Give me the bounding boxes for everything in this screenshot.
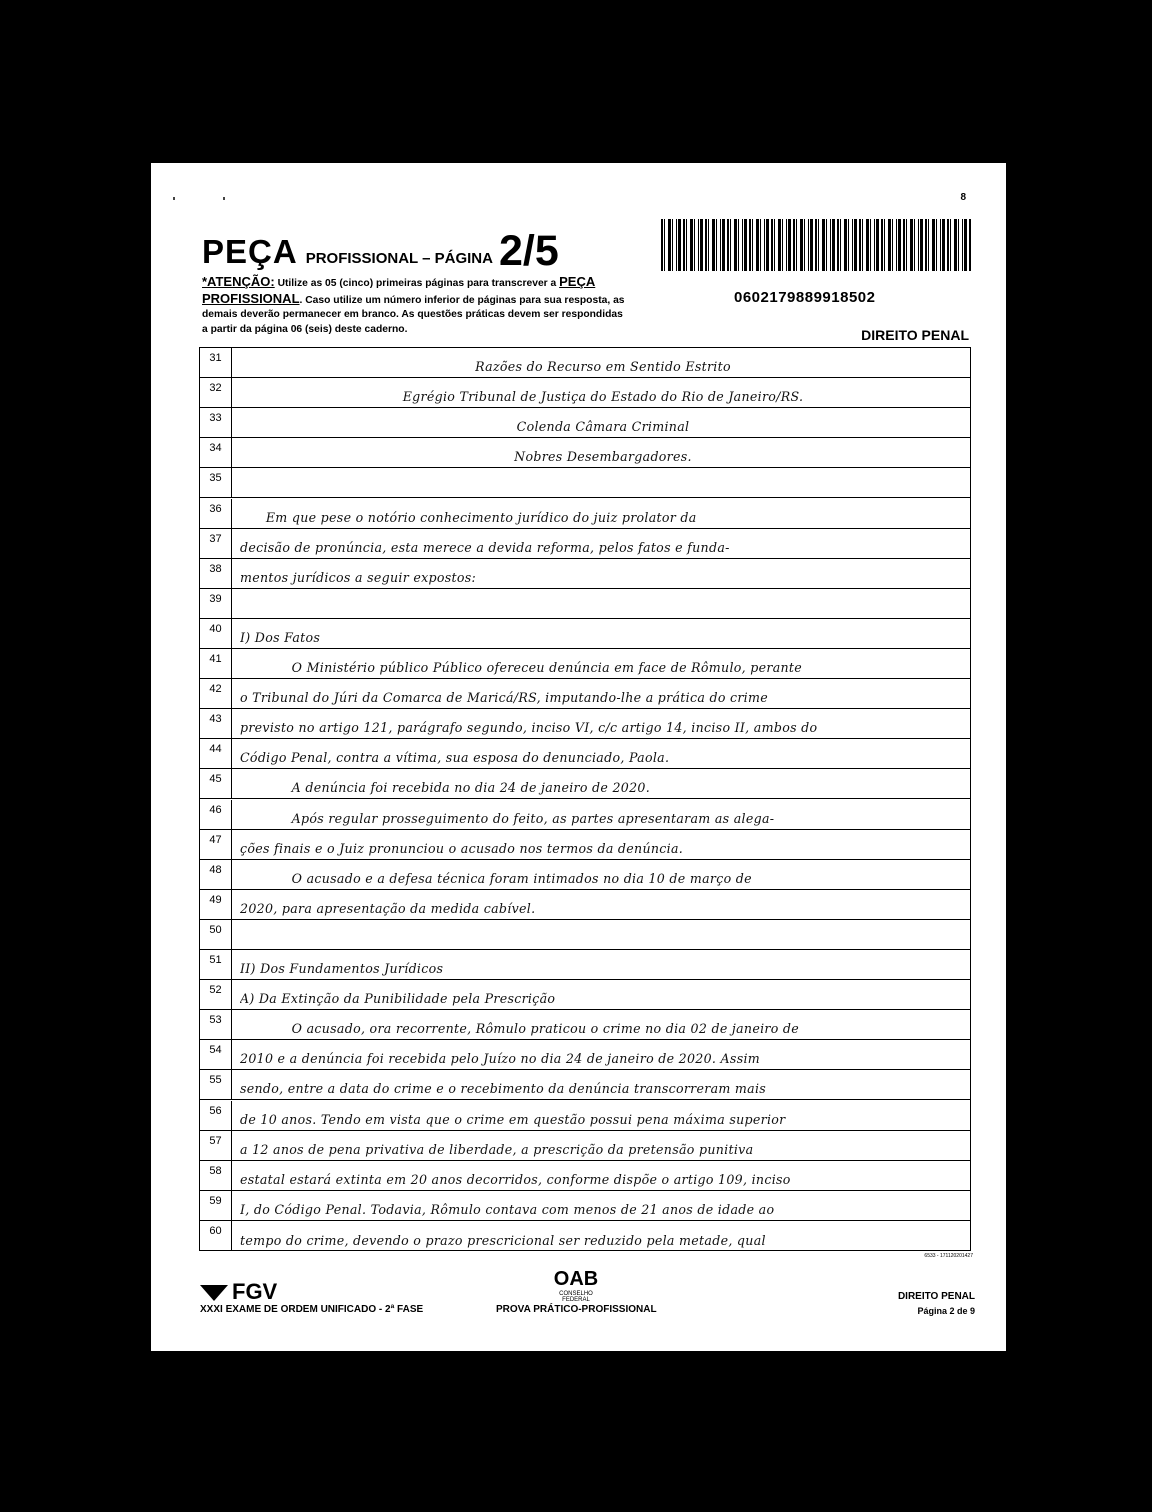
line-number: 51 xyxy=(200,950,232,979)
line-number: 37 xyxy=(200,529,232,558)
answer-line xyxy=(200,769,970,799)
handwritten-text: A) Da Extinção da Punibilidade pela Prescrição xyxy=(240,991,556,1007)
handwritten-text: O Ministério público Público ofereceu denúncia em face de Rômulo, perante xyxy=(240,660,803,676)
answer-line xyxy=(200,589,970,619)
attention-note xyxy=(202,275,627,337)
attention-text-2: . Caso utilize um número inferior de páginas para sua resposta, as demais deverão permanecer em branco. As questões práticas devem ser respondidas a partir da página 06 (seis) deste caderno. xyxy=(202,294,625,335)
handwritten-text: a 12 anos de pena privativa de liberdade, a prescrição da pretensão punitiva xyxy=(240,1141,754,1157)
line-number: 57 xyxy=(200,1131,232,1160)
handwritten-text: o Tribunal do Júri da Comarca de Maricá/RS, imputando-lhe a prática do crime xyxy=(240,690,768,706)
line-number: 45 xyxy=(200,769,232,798)
answer-line xyxy=(200,890,970,920)
line-number: 33 xyxy=(200,408,232,437)
answer-line xyxy=(200,1131,970,1161)
handwritten-text: A denúncia foi recebida no dia 24 de janeiro de 2020. xyxy=(240,780,651,796)
title-mid: PROFISSIONAL – PÁGINA xyxy=(305,250,493,267)
handwritten-text: II) Dos Fundamentos Jurídicos xyxy=(240,961,444,977)
answer-line xyxy=(200,438,970,468)
page-corner-number: 8 xyxy=(960,192,966,203)
title-big: PEÇA xyxy=(202,233,298,270)
handwritten-text: Código Penal, contra a vítima, sua esposa do denunciado, Paola. xyxy=(240,750,670,766)
line-number: 31 xyxy=(200,348,232,377)
answer-line xyxy=(200,468,970,498)
answer-sheet xyxy=(151,163,1006,1351)
lined-answer-area xyxy=(199,347,971,1251)
line-number: 34 xyxy=(200,438,232,467)
answer-line xyxy=(200,1070,970,1100)
line-number: 43 xyxy=(200,709,232,738)
answer-line xyxy=(200,830,970,860)
answer-line xyxy=(200,1040,970,1070)
subject-label: DIREITO PENAL xyxy=(861,327,969,343)
handwritten-text: mentos jurídicos a seguir expostos: xyxy=(240,569,477,585)
line-number: 53 xyxy=(200,1010,232,1039)
oab-subtitle: CONSELHO FEDERAL xyxy=(559,1291,593,1303)
handwritten-text: Em que pese o notório conhecimento jurídico do juiz prolator da xyxy=(240,509,697,525)
answer-line xyxy=(200,950,970,980)
barcode xyxy=(661,219,971,271)
answer-line xyxy=(200,920,970,950)
fgv-text: FGV xyxy=(232,1279,278,1304)
handwritten-text: O acusado, ora recorrente, Rômulo praticou o crime no dia 02 de janeiro de xyxy=(240,1021,800,1037)
line-number: 56 xyxy=(200,1101,232,1130)
answer-line xyxy=(200,499,970,529)
handwritten-text: tempo do crime, devendo o prazo prescricional ser reduzido pela metade, qual xyxy=(240,1232,766,1248)
line-number: 52 xyxy=(200,980,232,1009)
footer-subject: DIREITO PENAL xyxy=(897,1291,975,1302)
handwritten-text: Após regular prosseguimento do feito, as partes apresentaram as alega- xyxy=(240,810,775,826)
oab-logo xyxy=(546,1268,606,1303)
answer-line xyxy=(200,1221,970,1251)
answer-line xyxy=(200,679,970,709)
answer-line xyxy=(200,860,970,890)
line-number: 48 xyxy=(200,860,232,889)
line-number: 40 xyxy=(200,619,232,648)
fgv-logo xyxy=(200,1279,277,1305)
exam-type: PROVA PRÁTICO-PROFISSIONAL xyxy=(496,1304,657,1315)
line-number: 60 xyxy=(200,1221,232,1251)
page-title xyxy=(202,225,559,274)
footer-page-number: Página 2 de 9 xyxy=(917,1306,975,1316)
attention-text-1: Utilize as 05 (cinco) primeiras páginas para transcrever a xyxy=(274,278,560,289)
answer-line xyxy=(200,649,970,679)
handwritten-text: estatal estará extinta em 20 anos decorridos, conforme dispõe o artigo 109, inciso xyxy=(240,1171,791,1187)
line-number: 50 xyxy=(200,920,232,949)
handwritten-text: Colenda Câmara Criminal xyxy=(516,419,690,435)
answer-line xyxy=(200,348,970,378)
answer-line xyxy=(200,709,970,739)
attention-label: *ATENÇÃO: xyxy=(202,274,275,289)
handwritten-text: Egrégio Tribunal de Justiça do Estado do Rio de Janeiro/RS. xyxy=(402,389,804,405)
line-number: 47 xyxy=(200,830,232,859)
answer-line xyxy=(200,559,970,589)
answer-line xyxy=(200,1101,970,1131)
handwritten-text: ções finais e o Juiz pronunciou o acusado nos termos da denúncia. xyxy=(240,840,684,856)
answer-line xyxy=(200,408,970,438)
line-number: 59 xyxy=(200,1191,232,1220)
scan-mark xyxy=(223,197,225,200)
attention-bold: PEÇA PROFISSIONAL xyxy=(202,274,596,306)
tiny-code: 6533 - 171120201427 xyxy=(924,1253,973,1259)
handwritten-text: Razões do Recurso em Sentido Estrito xyxy=(475,359,731,375)
handwritten-text: I) Dos Fatos xyxy=(240,629,321,645)
fgv-mark-icon xyxy=(200,1285,228,1301)
line-number: 44 xyxy=(200,739,232,768)
title-page-number: 2/5 xyxy=(498,227,559,275)
line-number: 49 xyxy=(200,890,232,919)
answer-line xyxy=(200,529,970,559)
answer-line xyxy=(200,378,970,408)
line-number: 54 xyxy=(200,1040,232,1069)
handwritten-text: 2020, para apresentação da medida cabível. xyxy=(240,900,536,916)
handwritten-text: previsto no artigo 121, parágrafo segundo, inciso VI, c/c artigo 14, inciso II, ambos do xyxy=(240,720,818,736)
exam-name: XXXI EXAME DE ORDEM UNIFICADO - 2ª FASE xyxy=(200,1304,424,1315)
line-number: 36 xyxy=(200,499,232,528)
line-number: 39 xyxy=(200,589,232,618)
handwritten-text: I, do Código Penal. Todavia, Rômulo contava com menos de 21 anos de idade ao xyxy=(240,1201,775,1217)
answer-line xyxy=(200,1010,970,1040)
answer-line xyxy=(200,1161,970,1191)
handwritten-text: O acusado e a defesa técnica foram intimados no dia 10 de março de xyxy=(240,870,752,886)
handwritten-text: Nobres Desembargadores. xyxy=(514,449,692,465)
line-number: 41 xyxy=(200,649,232,678)
line-number: 55 xyxy=(200,1070,232,1099)
handwritten-text: decisão de pronúncia, esta merece a devida reforma, pelos fatos e funda- xyxy=(240,539,730,555)
line-number: 46 xyxy=(200,800,232,829)
answer-line xyxy=(200,1191,970,1221)
answer-line xyxy=(200,800,970,830)
handwritten-text: 2010 e a denúncia foi recebida pelo Juízo no dia 24 de janeiro de 2020. Assim xyxy=(240,1051,761,1067)
handwritten-text: sendo, entre a data do crime e o recebimento da denúncia transcorreram mais xyxy=(240,1081,767,1097)
handwritten-text: de 10 anos. Tendo em vista que o crime em questão possui pena máxima superior xyxy=(240,1111,786,1127)
answer-line xyxy=(200,619,970,649)
line-number: 35 xyxy=(200,468,232,497)
answer-line xyxy=(200,739,970,769)
answer-line xyxy=(200,980,970,1010)
line-number: 42 xyxy=(200,679,232,708)
line-number: 32 xyxy=(200,378,232,407)
oab-logo-text: OAB xyxy=(553,1268,599,1290)
line-number: 58 xyxy=(200,1161,232,1190)
scan-mark xyxy=(173,197,175,200)
line-number: 38 xyxy=(200,559,232,588)
barcode-number: 0602179889918502 xyxy=(734,289,876,306)
